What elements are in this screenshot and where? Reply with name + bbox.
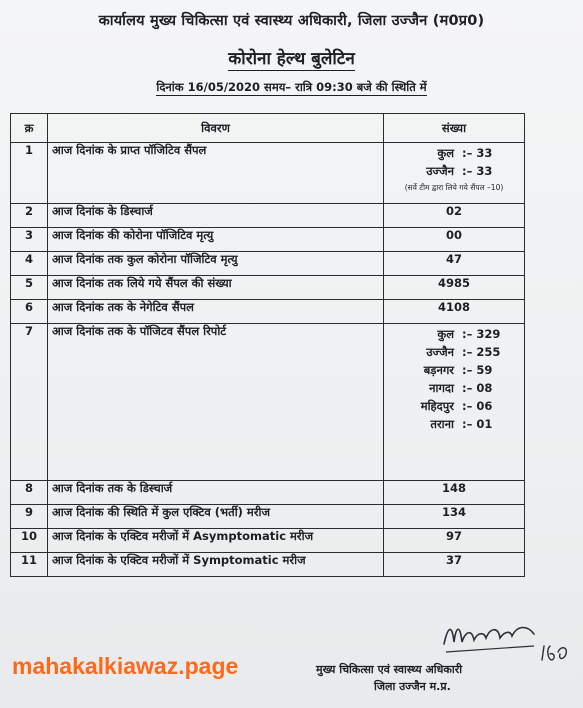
table-row: [11, 300, 525, 324]
row-value: 00: [384, 228, 525, 252]
bulletin-title-text: कोरोना हेल्थ बुलेटिन: [228, 49, 355, 69]
breakdown-key: तराना: [430, 417, 454, 431]
table-header-row: [11, 114, 525, 143]
row-value-breakdown: [384, 143, 525, 204]
row-description: आज दिनांक तक के नेगेटिव सैंपल: [48, 300, 384, 324]
table-row: [11, 324, 525, 481]
row-description: आज दिनांक तक के पॉजिटव सैंपल रिपोर्ट: [48, 324, 384, 481]
row-description: आज दिनांक के डिस्चार्ज: [48, 204, 384, 228]
breakdown-item: [388, 417, 520, 432]
row-serial: 8: [11, 481, 48, 505]
row-description: आज दिनांक के एक्टिव मरीजों में Symptomatic मरीज: [48, 553, 384, 577]
table-row: [11, 276, 525, 300]
table-row: [11, 143, 525, 204]
breakdown-key: उज्जैन: [426, 345, 454, 359]
breakdown-key: नागदा: [429, 381, 454, 395]
breakdown-value: :– 08: [462, 381, 493, 395]
table-row: [11, 204, 525, 228]
breakdown-value: :– 59: [462, 363, 493, 377]
row-value: 97: [384, 529, 525, 553]
row-serial: 10: [11, 529, 48, 553]
row-value: 02: [384, 204, 525, 228]
officer-designation: मुख्य चिकित्सा एवं स्वास्थ्य अधिकारी: [316, 663, 463, 676]
breakdown-item: [388, 399, 520, 414]
breakdown-item: [388, 327, 520, 342]
row-description: आज दिनांक के एक्टिव मरीजों में Asymptomatic मरीज: [48, 529, 384, 553]
row-description: आज दिनांक की कोरोना पॉजिटिव मृत्यु: [48, 228, 384, 252]
row-serial: 5: [11, 276, 48, 300]
breakdown-item: [388, 363, 520, 378]
row-description: आज दिनांक तक लिये गये सैंपल की संख्या: [48, 276, 384, 300]
header-description: विवरण: [48, 114, 384, 143]
row-serial: 6: [11, 300, 48, 324]
header-serial: क्र: [11, 114, 48, 143]
row-serial: 4: [11, 252, 48, 276]
row-serial: 9: [11, 505, 48, 529]
breakdown-item: [388, 164, 520, 179]
district-line: जिला उज्जैन म.प्र.: [374, 680, 451, 693]
breakdown-value: :– 33: [462, 164, 493, 178]
row-value: 4108: [384, 300, 525, 324]
bulletin-table: [10, 113, 525, 577]
website-watermark: mahakalkiawaz.page: [12, 653, 239, 679]
survey-note: (सर्वे टीम द्वारा लिये गये सैंपल –10): [404, 183, 504, 192]
breakdown-value: :– 255: [462, 345, 501, 359]
table-row: [11, 252, 525, 276]
row-value: 37: [384, 553, 525, 577]
breakdown-key: कुल: [437, 327, 454, 341]
bulletin-title: [0, 46, 583, 69]
row-serial: 2: [11, 204, 48, 228]
breakdown-item: [388, 381, 520, 396]
table-row: [11, 505, 525, 529]
breakdown-value: :– 06: [462, 399, 493, 413]
breakdown-item: [388, 345, 520, 360]
table-row: [11, 553, 525, 577]
breakdown-value: :– 329: [462, 327, 501, 341]
date-line: [0, 80, 583, 95]
row-value-breakdown: [384, 324, 525, 481]
row-value: 4985: [384, 276, 525, 300]
row-value: 47: [384, 252, 525, 276]
row-value: 148: [384, 481, 525, 505]
breakdown-key: बड़नगर: [423, 363, 454, 377]
breakdown-key: महिदपुर: [420, 399, 454, 413]
office-heading: कार्यालय मुख्य चिकित्सा एवं स्वास्थ्य अधिकारी, जिला उज्जैन (म0प्र0): [98, 13, 485, 29]
row-description: आज दिनांक के प्राप्त पॉजिटिव सैंपल: [48, 143, 384, 204]
row-description: आज दिनांक की स्थिति में कुल एक्टिव (भर्ती) मरीज: [48, 505, 384, 529]
date-line-text: दिनांक 16/05/2020 समय– रात्रि 09:30 बजे की स्थिति में: [156, 80, 427, 94]
header-count: संख्या: [384, 114, 525, 143]
table-row: [11, 481, 525, 505]
breakdown-key: उज्जैन: [426, 164, 454, 178]
breakdown-value: :– 33: [462, 146, 493, 160]
row-serial: 7: [11, 324, 48, 481]
table-row: [11, 529, 525, 553]
row-serial: 1: [11, 143, 48, 204]
row-serial: 11: [11, 553, 48, 577]
breakdown-item: [388, 146, 520, 161]
row-value: 134: [384, 505, 525, 529]
row-serial: 3: [11, 228, 48, 252]
breakdown-key: कुल: [437, 146, 454, 160]
row-description: आज दिनांक तक कुल कोरोना पॉजिटिव मृत्यु: [48, 252, 384, 276]
table-row: [11, 228, 525, 252]
row-description: आज दिनांक तक के डिस्चार्ज: [48, 481, 384, 505]
breakdown-value: :– 01: [462, 417, 493, 431]
